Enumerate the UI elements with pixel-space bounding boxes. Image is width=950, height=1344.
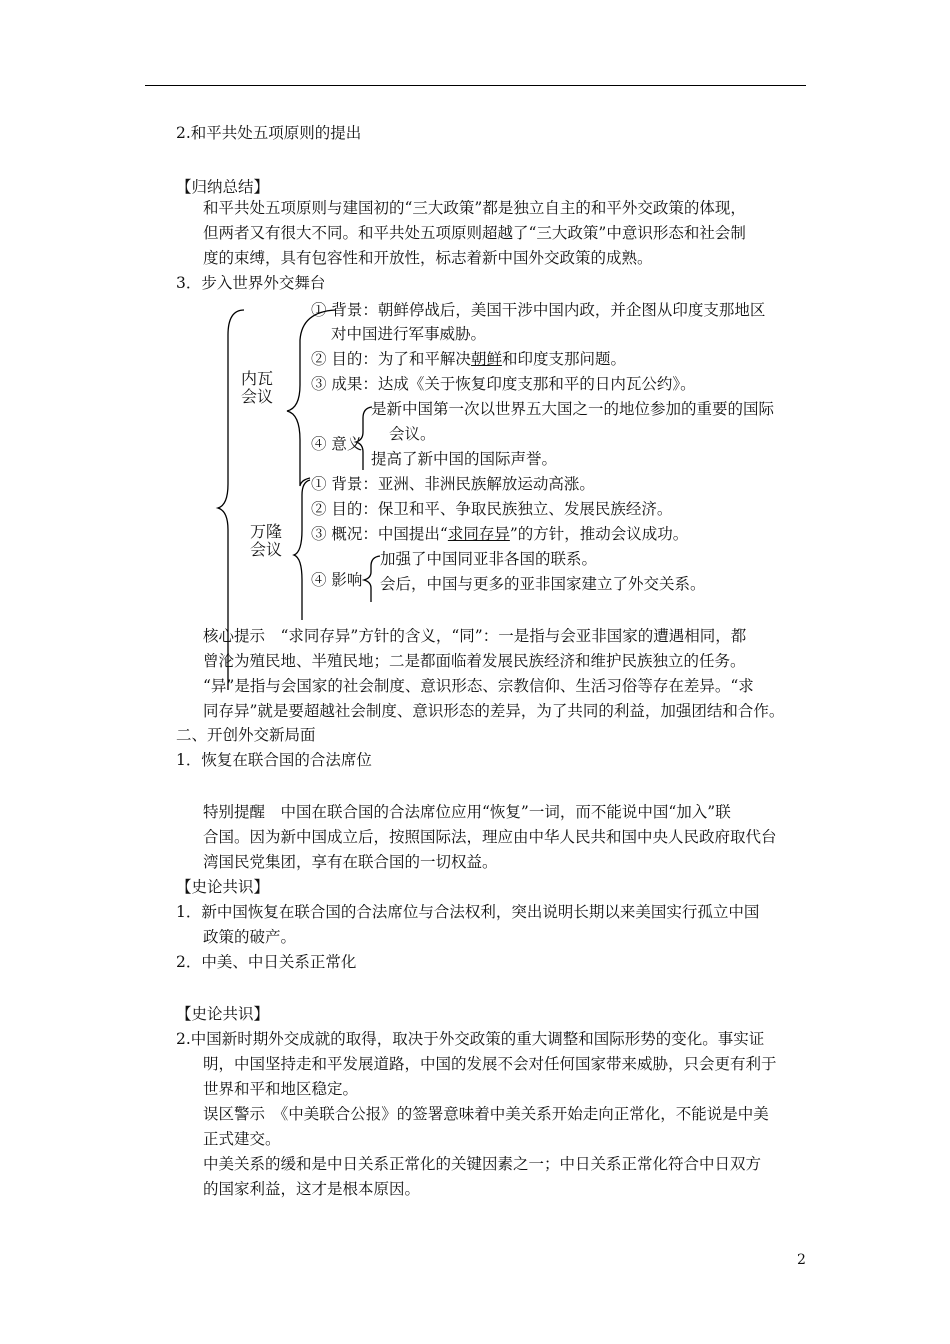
geneva-meaning-label: ④ 意义	[311, 435, 363, 453]
geneva-goal	[311, 349, 626, 369]
consensus-1-tag: 【史论共识】	[176, 878, 270, 896]
summary-line-3: 度的束缚，具有包容性和开放性，标志着新中国外交政策的成熟。	[203, 249, 653, 267]
part-2-section-2-title: 2．中美、中日关系正常化	[176, 953, 357, 971]
extra-line-1: 中美关系的缓和是中日关系正常化的关键因素之一；中日关系正常化符合中日双方	[203, 1155, 762, 1173]
geneva-background-2: 对中国进行军事威胁。	[331, 325, 487, 343]
core-tip-line-3: “异”是指与会国家的社会制度、意识形态、宗教信仰、生活习俗等存在差异。“求	[203, 677, 754, 695]
bandung-overview-prefix: ③ 概况：中国提出“	[311, 525, 448, 543]
geneva-label-1: 内瓦	[241, 369, 274, 388]
consensus-2-line-3: 世界和平和地区稳定。	[203, 1080, 359, 1098]
bandung-overview	[311, 524, 688, 544]
reminder-line-3: 湾国民党集团，享有在联合国的一切权益。	[203, 853, 498, 871]
geneva-label-2: 会议	[241, 387, 274, 406]
geneva-meaning-1: 是新中国第一次以世界五大国之一的地位参加的重要的国际	[371, 400, 775, 418]
bandung-label-2: 会议	[250, 540, 283, 559]
impact-brace	[364, 556, 380, 602]
geneva-goal-prefix: ② 目的：为了和平解决	[311, 350, 471, 368]
consensus-1-line-2: 政策的破产。	[203, 928, 297, 946]
core-tip-line-1: 核心提示 “求同存异”方针的含义，“同”：一是指与会亚非国家的遭遇相同，都	[203, 627, 747, 645]
extra-line-2: 的国家利益，这才是根本原因。	[203, 1180, 421, 1198]
bandung-background: ① 背景：亚洲、非洲民族解放运动高涨。	[311, 475, 595, 493]
bandung-overview-underlined: 求同存异	[447, 525, 510, 543]
consensus-2-tag: 【史论共识】	[176, 1005, 270, 1023]
bandung-impact-2: 会后，中国与更多的亚非国家建立了外交关系。	[380, 575, 706, 593]
warning-line-1: 误区警示 《中美联合公报》的签署意味着中美关系开始走向正常化，不能说是中美	[203, 1105, 769, 1123]
bandung-brace	[294, 480, 310, 620]
warning-line-2: 正式建交。	[203, 1130, 281, 1148]
page-number: 2	[797, 1252, 806, 1268]
section-2-title: 2.和平共处五项原则的提出	[176, 124, 362, 142]
summary-line-2: 但两者又有很大不同。和平共处五项原则超越了“三大政策”中意识形态和社会制	[203, 224, 746, 242]
geneva-meaning-1b: 会议。	[389, 425, 436, 443]
reminder-line-2: 合国。因为新中国成立后，按照国际法，理应由中华人民共和国中央人民政府取代台	[203, 828, 777, 846]
core-tip-line-2: 曾沦为殖民地、半殖民地；二是都面临着发展民族经济和维护民族独立的任务。	[203, 652, 746, 670]
bandung-impact-label: ④ 影响	[311, 571, 363, 589]
bandung-impact-1: 加强了中国同亚非各国的联系。	[380, 550, 598, 568]
consensus-2-line-1: 2.中国新时期外交成就的取得，取决于外交政策的重大调整和国际形势的变化。事实证	[176, 1030, 765, 1048]
part-2-section-1-title: 1．恢复在联合国的合法席位	[176, 751, 372, 769]
core-tip-line-4: 同存异”就是要超越社会制度、意识形态的差异，为了共同的利益，加强团结和合作。	[203, 702, 785, 720]
geneva-brace	[287, 310, 335, 486]
consensus-2-line-2: 明，中国坚持走和平发展道路，中国的发展不会对任何国家带来威胁，只会更有利于	[203, 1055, 777, 1073]
geneva-goal-underlined: 朝鲜	[470, 350, 502, 368]
consensus-1-line-1: 1．新中国恢复在联合国的合法席位与合法权利，突出说明长期以来美国实行孤立中国	[176, 903, 760, 921]
bandung-overview-suffix: ”的方针，推动会议成功。	[509, 525, 689, 543]
geneva-result: ③ 成果：达成《关于恢复印度支那和平的日内瓦公约》。	[311, 375, 696, 393]
summary-line-1: 和平共处五项原则与建国初的“三大政策”都是独立自主的和平外交政策的体现，	[203, 199, 746, 217]
geneva-goal-suffix: 和印度支那问题。	[501, 350, 626, 368]
bandung-label-1: 万隆	[250, 522, 283, 541]
geneva-meaning-2: 提高了新中国的国际声誉。	[371, 450, 558, 468]
reminder-line-1: 特别提醒 中国在联合国的合法席位应用“恢复”一词，而不能说中国“加入”联	[203, 803, 731, 821]
summary-tag: 【归纳总结】	[176, 178, 270, 196]
section-3-title: 3．步入世界外交舞台	[176, 274, 326, 292]
geneva-background-1: ① 背景：朝鲜停战后，美国干涉中国内政，并企图从印度支那地区	[311, 301, 766, 319]
part-2-title: 二、开创外交新局面	[176, 726, 316, 744]
bandung-goal: ② 目的：保卫和平、争取民族独立、发展民族经济。	[311, 500, 673, 518]
